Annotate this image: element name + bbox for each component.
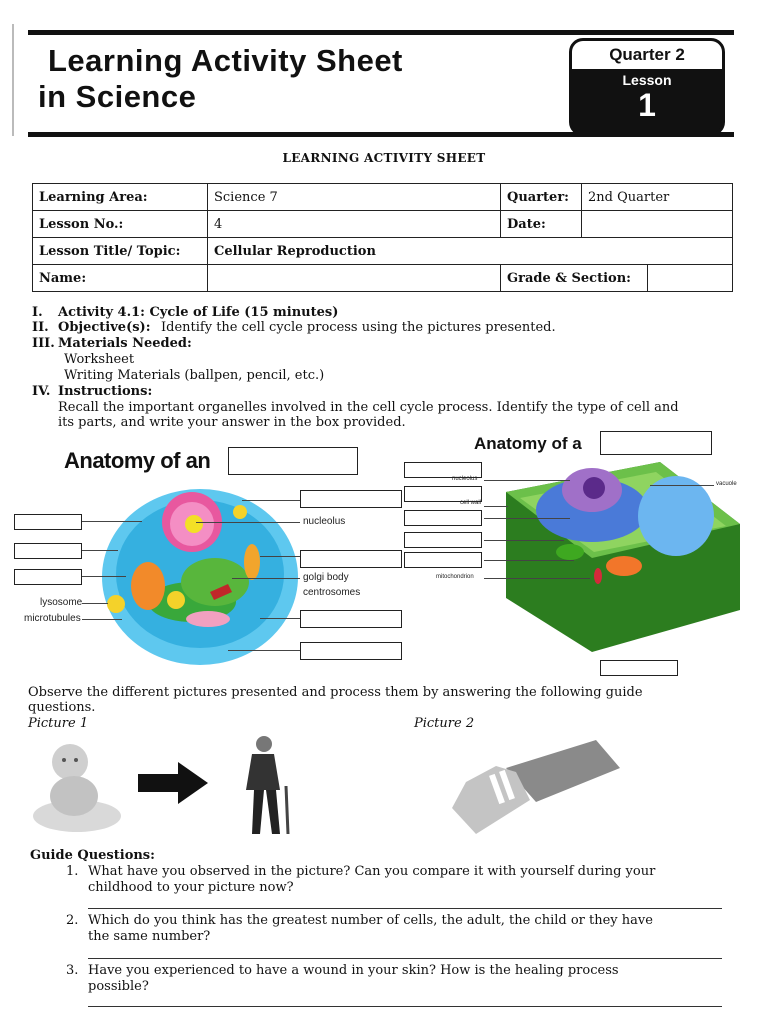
instructions-line1: Recall the important organelles involved in the cell cycle process. Identify the type of cell and — [58, 400, 679, 415]
leader-line — [484, 518, 570, 519]
animal-label-box-left-2[interactable] — [14, 543, 82, 559]
activity-num: I. — [32, 305, 43, 320]
lesson-no-label: Lesson No.: — [33, 211, 208, 238]
plant-cell-illustration — [500, 458, 744, 658]
animal-label-lysosome: lysosome — [40, 597, 83, 608]
leader-line — [260, 618, 300, 619]
animal-label-nucleolus: nucleolus — [303, 516, 346, 527]
lesson-title-value: Cellular Reproduction — [208, 238, 733, 265]
question-number: 3. — [66, 963, 79, 978]
animal-label-box-3[interactable] — [300, 610, 402, 628]
animal-cell-illustration — [100, 482, 300, 672]
question-1-line2: childhood to your picture now? — [88, 880, 294, 895]
objective-label: Objective(s): — [58, 320, 151, 335]
question-1-line1: What have you observed in the picture? Can you compare it with yourself during your — [88, 864, 656, 879]
material-item: Worksheet — [64, 352, 135, 367]
animal-label-box-left-1[interactable] — [14, 514, 82, 530]
objective-text: Identify the cell cycle process using the pictures presented. — [161, 320, 556, 335]
instructions-label: Instructions: — [58, 384, 153, 399]
plant-label-vacuole: vacuole — [716, 481, 737, 487]
sheet-title: LEARNING ACTIVITY SHEET — [282, 151, 486, 165]
baby-illustration — [30, 738, 124, 834]
leader-line — [484, 480, 570, 481]
arrow-right-icon — [138, 762, 208, 804]
picture2-label: Picture 2 — [414, 716, 475, 731]
question-2-line1: Which do you think has the greatest number of cells, the adult, the child or they have — [88, 913, 653, 928]
leader-line — [82, 603, 108, 604]
answer-line-1[interactable] — [88, 908, 722, 909]
plant-label-box-bottom[interactable] — [600, 660, 678, 676]
header-side-rule — [12, 24, 14, 136]
plant-cell-title: Anatomy of a — [474, 434, 582, 453]
leader-line — [650, 485, 714, 486]
grade-section-label: Grade & Section: — [501, 265, 648, 292]
date-field[interactable] — [582, 211, 733, 238]
plant-label-nucleolus: nucleolus — [452, 476, 478, 482]
header-title-line2: in Science — [38, 79, 197, 114]
question-3-line1: Have you experienced to have a wound in your skin? How is the healing process — [88, 963, 619, 978]
quarter-lesson-badge — [569, 38, 725, 136]
animal-label-box-2[interactable] — [300, 550, 402, 568]
name-label: Name: — [33, 265, 208, 292]
question-3-line2: possible? — [88, 979, 149, 994]
leader-line — [82, 521, 142, 522]
name-field[interactable] — [208, 265, 501, 292]
observe-text-line2: questions. — [28, 700, 96, 715]
plant-label-box-5[interactable] — [404, 552, 482, 568]
header-top-rule — [28, 30, 734, 35]
lesson-number: 1 — [638, 87, 656, 123]
info-table — [32, 183, 733, 292]
leader-line — [196, 522, 300, 523]
leader-line — [242, 500, 300, 501]
objective-num: II. — [32, 320, 49, 335]
animal-label-microtubules: microtubules — [24, 613, 81, 624]
learning-area-value: Science 7 — [208, 184, 501, 211]
leader-line — [484, 560, 574, 561]
instructions-num: IV. — [32, 384, 51, 399]
quarter-label-cell: Quarter: — [501, 184, 582, 211]
observe-text-line1: Observe the different pictures presented and process them by answering the following guide — [28, 685, 643, 700]
plant-label-box-4[interactable] — [404, 532, 482, 548]
plant-label-cell-wall: cell wall — [460, 500, 482, 506]
activity-title: Activity 4.1: Cycle of Life (15 minutes) — [58, 305, 339, 320]
learning-area-label: Learning Area: — [33, 184, 208, 211]
leader-line — [82, 619, 122, 620]
plant-cell-type-answer-box[interactable] — [600, 431, 712, 455]
leader-line — [82, 576, 126, 577]
leader-line — [232, 578, 300, 579]
quarter-label: Quarter 2 — [572, 41, 722, 72]
animal-cell-title: Anatomy of an — [64, 448, 211, 473]
date-label: Date: — [501, 211, 582, 238]
leader-line — [484, 578, 590, 579]
grade-section-field[interactable] — [648, 265, 733, 292]
leader-line — [228, 650, 300, 651]
question-number: 1. — [66, 864, 79, 879]
animal-label-golgi: golgi body — [303, 572, 349, 583]
material-item: Writing Materials (ballpen, pencil, etc.) — [64, 368, 325, 383]
plant-label-mitochondrion: mitochondrion — [436, 574, 474, 580]
answer-line-2[interactable] — [88, 958, 722, 959]
picture1-label: Picture 1 — [28, 716, 89, 731]
question-number: 2. — [66, 913, 79, 928]
lesson-title-label: Lesson Title/ Topic: — [33, 238, 208, 265]
lesson-no-value: 4 — [208, 211, 501, 238]
animal-label-box-4[interactable] — [300, 642, 402, 660]
answer-line-3[interactable] — [88, 1006, 722, 1007]
header-bottom-rule — [28, 132, 734, 137]
guide-questions-title: Guide Questions: — [30, 848, 155, 863]
wounded-arm-illustration — [446, 738, 622, 838]
animal-label-box-left-3[interactable] — [14, 569, 82, 585]
lesson-label: Lesson — [622, 72, 672, 88]
leader-line — [484, 540, 564, 541]
animal-cell-type-answer-box[interactable] — [228, 447, 358, 475]
plant-label-box-3[interactable] — [404, 510, 482, 526]
instructions-line2: its parts, and write your answer in the box provided. — [58, 415, 406, 430]
animal-label-box-1[interactable] — [300, 490, 402, 508]
question-2-line2: the same number? — [88, 929, 211, 944]
quarter-value: 2nd Quarter — [582, 184, 733, 211]
materials-num: III. — [32, 336, 55, 351]
leader-line — [260, 556, 300, 557]
elderly-man-illustration — [234, 734, 298, 838]
header-title-line1: Learning Activity Sheet — [48, 43, 403, 78]
leader-line — [82, 550, 118, 551]
materials-label: Materials Needed: — [58, 336, 192, 351]
animal-label-centrosomes: centrosomes — [303, 587, 361, 598]
leader-line — [484, 506, 508, 507]
